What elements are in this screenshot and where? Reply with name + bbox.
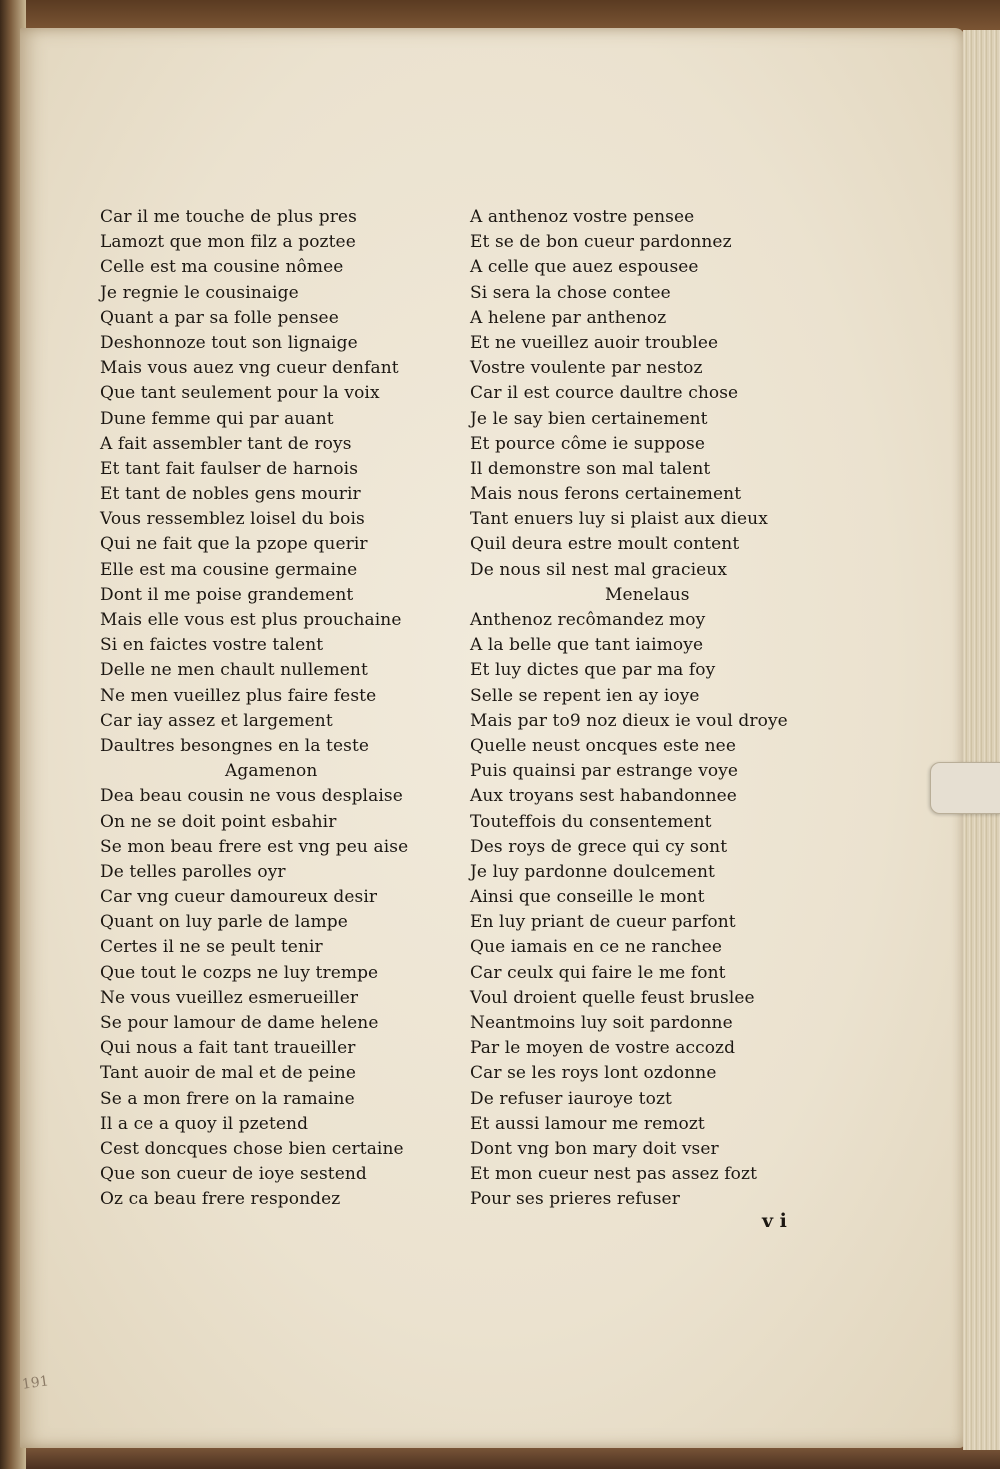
verse-line: Dea beau cousin ne vous desplaise (100, 786, 403, 807)
verse-line: Car iay assez et largement (100, 710, 333, 731)
page-edges (963, 30, 1000, 1450)
verse-line: Pour ses prieres refuser (470, 1189, 680, 1210)
verse-line: Dune femme qui par auant (100, 408, 334, 429)
verse-line: Deshonnoze tout son lignaige (100, 332, 358, 353)
verse-line: Quelle neust oncques este nee (470, 735, 736, 756)
signature-mark: v i (762, 1210, 787, 1232)
verse-line: Neantmoins luy soit pardonne (470, 1013, 733, 1033)
verse-line: Cest doncques chose bien certaine (100, 1138, 404, 1159)
verse-line: Mais nous ferons certainement (470, 484, 742, 505)
verse-line: Ainsi que conseille le mont (470, 887, 705, 908)
verse-line: Quant on luy parle de lampe (100, 912, 348, 933)
verse-line: Il demonstre son mal talent (470, 458, 711, 479)
verse-line: De nous sil nest mal gracieux (470, 559, 728, 580)
verse-line: Tant enuers luy si plaist aux dieux (470, 509, 768, 530)
verse-line: Quant a par sa folle pensee (100, 307, 339, 328)
verse-line: Anthenoz recômandez moy (470, 610, 706, 630)
verse-line: En luy priant de cueur parfont (470, 912, 736, 933)
verse-line: Mais par to9 noz dieux ie voul droye (470, 710, 788, 731)
verse-line: Que iamais en ce ne ranchee (470, 937, 723, 958)
verse-line: A la belle que tant iaimoye (470, 635, 704, 656)
verse-line: Aux troyans sest habandonnee (470, 786, 737, 807)
verse-line: Ne vous vueillez esmerueiller (100, 987, 359, 1008)
verse-line: Et ne vueillez auoir troublee (470, 332, 719, 353)
verse-line: Que tant seulement pour la voix (100, 383, 380, 404)
verse-line: Et luy dictes que par ma foy (470, 660, 716, 681)
verse-line: Il a ce a quoy il pzetend (100, 1113, 309, 1134)
verse-line: Qui nous a fait tant traueiller (100, 1038, 356, 1059)
verse-line: Delle ne men chault nullement (100, 660, 368, 681)
verse-line: Je luy pardonne doulcement (470, 861, 715, 882)
verse-line: Certes il ne se peult tenir (100, 937, 323, 958)
speaker-heading: Menelaus (605, 584, 690, 605)
verse-line: Daultres besongnes en la teste (100, 735, 370, 756)
verse-line: Celle est ma cousine nômee (100, 257, 344, 278)
verse-line: Je le say bien certainement (470, 408, 708, 429)
verse-line: Par le moyen de vostre accozd (470, 1038, 736, 1059)
verse-line: Vous ressemblez loisel du bois (100, 509, 365, 530)
verse-line: Si en faictes vostre talent (100, 635, 324, 656)
verse-line: Et pource côme ie suppose (470, 433, 706, 454)
margin-note: 191 (21, 1373, 50, 1393)
verse-line: Et aussi lamour me remozt (470, 1113, 705, 1134)
verse-line: Puis quainsi par estrange voye (470, 761, 739, 782)
verse-line: Mais vous auez vng cueur denfant (100, 358, 399, 379)
verse-line: Touteffois du consentement (470, 811, 712, 832)
verse-line: Des roys de grece qui cy sont (470, 836, 728, 857)
verse-line: On ne se doit point esbahir (100, 811, 337, 832)
verse-line: Et tant de nobles gens mourir (100, 484, 361, 505)
verse-line: Se mon beau frere est vng peu aise (100, 836, 409, 857)
verse-line: Je regnie le cousinaige (100, 282, 299, 303)
verse-line: Car il me touche de plus pres (100, 207, 357, 227)
verse-line: Quil deura estre moult content (470, 534, 740, 555)
verse-line: A celle que auez espousee (470, 257, 699, 278)
left-text-column (100, 205, 450, 1213)
verse-line: Et se de bon cueur pardonnez (470, 232, 732, 253)
verse-line: Car se les roys lont ozdonne (470, 1063, 717, 1084)
verse-line: De telles parolles oyr (100, 861, 286, 882)
verse-line: Mais elle vous est plus prouchaine (100, 610, 402, 630)
verse-line: Que tout le cozps ne luy trempe (100, 962, 379, 983)
verse-line: Vostre voulente par nestoz (470, 358, 703, 379)
right-text-column (470, 205, 830, 1213)
verse-line: Car il est cource daultre chose (470, 383, 739, 404)
speaker-heading: Agamenon (225, 761, 318, 782)
page-tab (930, 762, 1000, 814)
verse-line: Voul droient quelle feust bruslee (470, 987, 755, 1008)
verse-line: Lamozt que mon filz a poztee (100, 232, 356, 253)
verse-line: Car ceulx qui faire le me font (470, 962, 726, 983)
verse-line: Se pour lamour de dame helene (100, 1013, 379, 1033)
verse-line: Si sera la chose contee (470, 282, 671, 303)
verse-line: Tant auoir de mal et de peine (100, 1063, 356, 1084)
verse-line: Et tant fait faulser de harnois (100, 458, 359, 479)
verse-line: Se a mon frere on la ramaine (100, 1088, 355, 1109)
verse-line: Que son cueur de ioye sestend (100, 1164, 367, 1185)
verse-line: De refuser iauroye tozt (470, 1088, 672, 1109)
verse-line: Elle est ma cousine germaine (100, 559, 358, 580)
verse-line: Car vng cueur damoureux desir (100, 887, 378, 908)
verse-line: Qui ne fait que la pzope querir (100, 534, 368, 555)
verse-line: A anthenoz vostre pensee (470, 207, 695, 227)
verse-line: Dont il me poise grandement (100, 584, 354, 605)
verse-line: Et mon cueur nest pas assez fozt (470, 1164, 757, 1185)
verse-line: Selle se repent ien ay ioye (470, 685, 700, 706)
verse-line: A helene par anthenoz (470, 307, 667, 328)
verse-line: Dont vng bon mary doit vser (470, 1138, 719, 1159)
verse-line: Oz ca beau frere respondez (100, 1189, 341, 1210)
verse-line: A fait assembler tant de roys (100, 433, 352, 454)
verse-line: Ne men vueillez plus faire feste (100, 685, 377, 706)
